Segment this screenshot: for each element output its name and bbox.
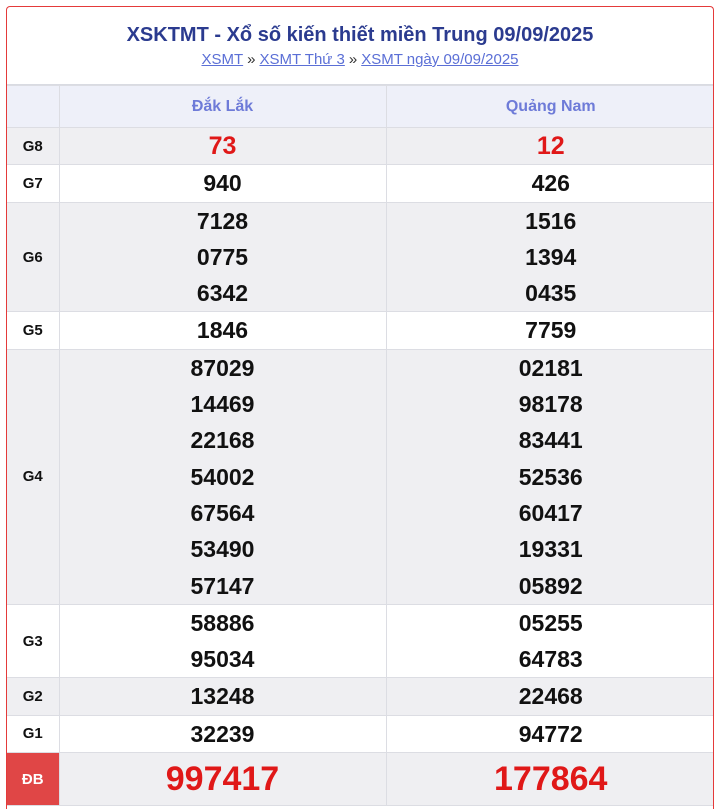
table-row [7,678,714,715]
result-number: 19331 [518,536,583,563]
column-header-quang-nam: Quảng Nam [386,86,714,128]
result-number: 1394 [525,243,577,270]
breadcrumb [7,51,713,69]
table-row [7,165,714,202]
result-cell-dak-lak [59,349,386,604]
result-number: 7128 [196,207,249,234]
result-number: 1846 [196,317,249,344]
result-cell-dak-lak [59,715,386,752]
result-number: 05892 [518,572,583,599]
result-cell-dak-lak [59,165,386,202]
result-number: 83441 [518,427,583,454]
prize-label: G1 [7,715,59,752]
result-cell-quang-nam [386,753,714,806]
column-header-dak-lak: Đắk Lắk [59,86,386,128]
result-number: 940 [203,170,242,197]
result-number: 54002 [190,463,255,490]
result-cell-dak-lak [59,312,386,349]
prize-label: G8 [7,128,59,165]
result-number: 95034 [190,646,255,673]
result-number: 57147 [190,572,255,599]
result-cell-quang-nam [386,165,714,202]
result-number: 87029 [190,354,255,381]
result-cell-quang-nam [386,678,714,715]
result-number: 53490 [190,536,255,563]
result-number: 05255 [518,609,583,636]
table-row [7,753,714,806]
results-header [7,7,713,85]
result-number: 12 [536,132,565,160]
result-cell-dak-lak [59,202,386,312]
result-number: 98178 [518,391,583,418]
result-number: 13248 [190,683,255,710]
result-number: 73 [208,132,237,160]
prize-label: G3 [7,604,59,678]
table-row [7,604,714,678]
result-number: 64783 [518,646,583,673]
result-number: 22168 [190,427,255,454]
table-row [7,202,714,312]
breadcrumb-link-xsmt-date[interactable]: XSMT ngày 09/09/2025 [361,51,519,68]
table-row [7,312,714,349]
breadcrumb-link-xsmt[interactable]: XSMT [201,51,244,68]
result-cell-dak-lak [59,678,386,715]
result-cell-dak-lak [59,753,386,806]
table-header-row [7,86,714,128]
result-number: 58886 [190,609,255,636]
result-number: 60417 [518,499,583,526]
result-number: 1516 [525,207,577,234]
result-number: 7759 [525,317,577,344]
result-number: 6342 [196,280,249,307]
result-number: 997417 [165,760,280,799]
result-number: 14469 [190,391,255,418]
prize-label: G2 [7,678,59,715]
result-number: 52536 [518,463,583,490]
results-panel [6,6,714,809]
result-number: 426 [531,170,570,197]
result-cell-dak-lak [59,604,386,678]
results-table [7,85,714,806]
result-cell-quang-nam [386,202,714,312]
result-number: 02181 [518,354,583,381]
breadcrumb-link-xsmt-thu-3[interactable]: XSMT Thứ 3 [259,51,345,68]
page-title: XSKTMT - Xổ số kiến thiết miền Trung 09/09/2025 [126,24,594,46]
result-cell-quang-nam [386,604,714,678]
result-number: 94772 [518,720,583,747]
result-cell-dak-lak [59,128,386,165]
result-number: 67564 [190,499,255,526]
table-row [7,128,714,165]
result-number: 22468 [518,683,583,710]
column-header-prize [7,86,59,128]
result-cell-quang-nam [386,128,714,165]
prize-label: ĐB [7,753,59,806]
result-cell-quang-nam [386,312,714,349]
prize-label: G4 [7,349,59,604]
prize-label: G5 [7,312,59,349]
result-number: 177864 [494,760,608,799]
table-row [7,349,714,604]
prize-label: G6 [7,202,59,312]
result-number: 0435 [525,280,577,307]
breadcrumb-separator: » [247,51,256,68]
result-number: 0775 [196,243,249,270]
result-cell-quang-nam [386,715,714,752]
result-number: 32239 [190,720,255,747]
breadcrumb-separator: » [348,51,358,68]
result-cell-quang-nam [386,349,714,604]
prize-label: G7 [7,165,59,202]
table-row [7,715,714,752]
